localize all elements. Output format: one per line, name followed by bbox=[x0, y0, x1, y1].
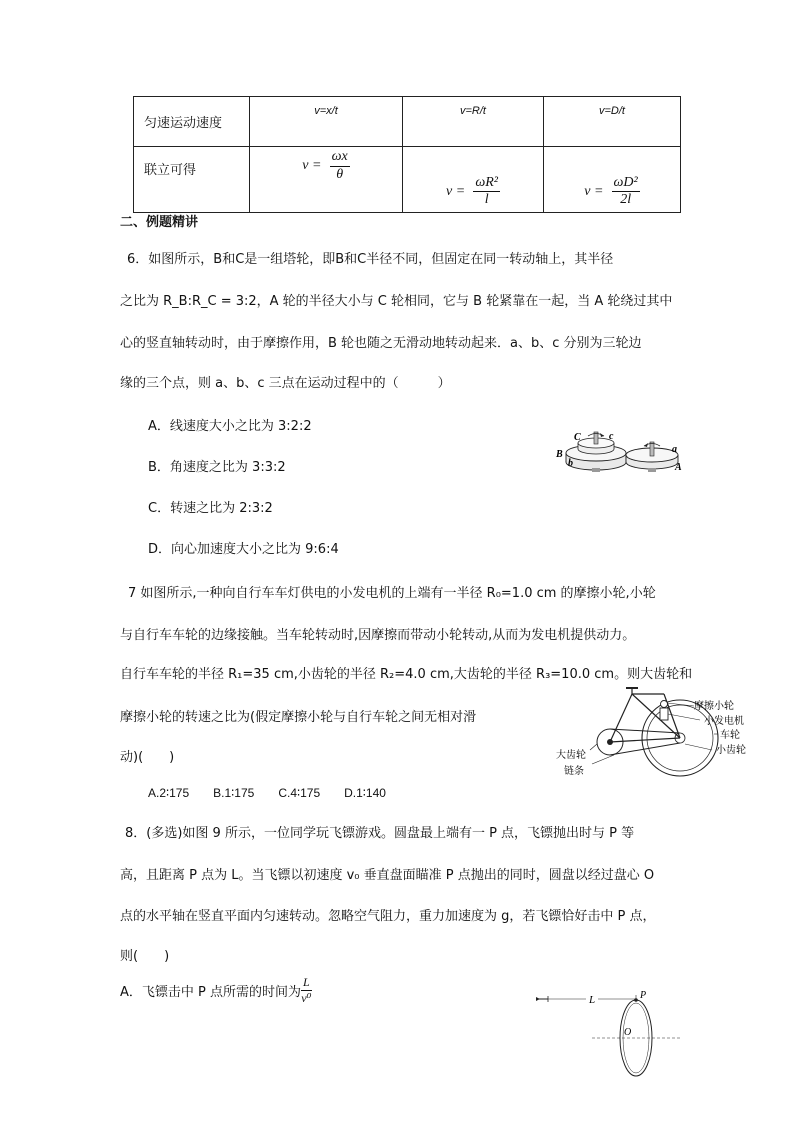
label-big-gear: 大齿轮 bbox=[556, 750, 586, 761]
q7-line-3: 自行车车轮的半径 R₁=35 cm,小齿轮的半径 R₂=4.0 cm,大齿轮的半径 R₃=10.0 cm。则大齿轮和 bbox=[120, 667, 693, 682]
q8-dart-disc-figure bbox=[532, 988, 682, 1084]
q8-option-a bbox=[120, 976, 312, 1004]
q7-line-4: 摩擦小轮的转速之比为(假定摩擦小轮与自行车轮之间无相对滑 bbox=[120, 710, 477, 725]
q7-options: A.2∶175 B.1∶175 C.4∶175 D.1∶140 bbox=[148, 786, 386, 800]
denominator: v⁰ bbox=[301, 990, 312, 1005]
fig-label-a: a bbox=[672, 444, 677, 455]
q7-line-5: 动)( ) bbox=[120, 750, 175, 765]
formula-cell: v=R/t bbox=[403, 97, 544, 147]
formula-lead: v = bbox=[446, 183, 466, 199]
fraction bbox=[330, 150, 350, 182]
fraction bbox=[612, 176, 640, 208]
numerator: L bbox=[303, 975, 310, 989]
table-row bbox=[134, 97, 681, 147]
formula-cell: v=x/t bbox=[250, 97, 403, 147]
fraction bbox=[473, 176, 500, 208]
numerator: ωR² bbox=[473, 176, 500, 193]
label-small-gear: 小齿轮 bbox=[716, 745, 746, 756]
denominator: 2l bbox=[620, 192, 632, 208]
q6-line-1: 6．如图所示，B和C是一组塔轮，即B和C半径不同，但固定在同一转动轴上，其半径 bbox=[127, 252, 614, 267]
row-label: 联立可得 bbox=[134, 147, 250, 213]
q6-option-d: D．向心加速度大小之比为 9:6:4 bbox=[148, 542, 339, 557]
fig-label-C: C bbox=[574, 432, 581, 443]
q7-bicycle-figure bbox=[552, 672, 784, 780]
q7-line-2: 与自行车车轮的边缘接触。当车轮转动时,因摩擦而带动小轮转动,从而为发电机提供动力。 bbox=[120, 628, 636, 643]
formula-cell bbox=[250, 147, 403, 213]
label-chain: 链条 bbox=[564, 766, 584, 777]
q8-line-4: 则( ) bbox=[120, 949, 170, 964]
fraction bbox=[301, 976, 312, 1004]
label-generator: 小发电机 bbox=[704, 716, 744, 727]
q8-line-1: 8．(多选)如图 9 所示，一位同学玩飞镖游戏。圆盘最上端有一 P 点，飞镖抛出时与 P 等 bbox=[125, 826, 635, 841]
q7-line-1: 7 如图所示,一种向自行车车灯供电的小发电机的上端有一半径 R₀=1.0 cm 的摩擦小轮,小轮 bbox=[128, 586, 656, 601]
q6-option-a: A．线速度大小之比为 3:2:2 bbox=[148, 419, 312, 434]
formula-cell bbox=[544, 147, 681, 213]
fig-label-B: B bbox=[556, 449, 563, 460]
q8-line-3: 点的水平轴在竖直平面内匀速转动。忽略空气阻力，重力加速度为 g，若飞镖恰好击中 P 点， bbox=[120, 909, 656, 924]
row-label: 匀速运动速度 bbox=[134, 97, 250, 147]
q6-line-2: 之比为 R_B:R_C = 3:2，A 轮的半径大小与 C 轮相同，它与 B 轮紧靠在一起，当 A 轮绕过其中 bbox=[120, 294, 673, 309]
numerator: ωx bbox=[330, 150, 350, 167]
fig-label-c: c bbox=[609, 431, 614, 442]
fig-label-O: O bbox=[624, 1027, 632, 1038]
q6-line-3: 心的竖直轴转动时，由于摩擦作用，B 轮也随之无滑动地转动起来．a、b、c 分别为三轮边 bbox=[120, 336, 642, 351]
formula-table bbox=[133, 96, 681, 213]
label-wheel: 车轮 bbox=[720, 730, 740, 741]
label-friction-wheel: 摩擦小轮 bbox=[694, 701, 734, 712]
denominator: θ bbox=[336, 166, 344, 182]
denominator: l bbox=[484, 192, 489, 208]
q6-option-c: C．转速之比为 2:3:2 bbox=[148, 501, 273, 516]
q8-option-a-text: A．飞镖击中 P 点所需的时间为 bbox=[120, 984, 301, 1000]
table-row bbox=[134, 147, 681, 213]
fig-label-P: P bbox=[640, 990, 647, 1001]
q6-option-b: B．角速度之比为 3:3:2 bbox=[148, 460, 286, 475]
formula-cell: v=D/t bbox=[544, 97, 681, 147]
fig-label-L: L bbox=[589, 994, 596, 1006]
fig-label-b: b bbox=[568, 458, 573, 469]
formula-lead: v = bbox=[302, 158, 322, 174]
q6-line-4: 缘的三个点，则 a、b、c 三点在运动过程中的（ ） bbox=[120, 376, 451, 391]
section-title: 二、例题精讲 bbox=[120, 215, 199, 230]
q8-line-2: 高，且距离 P 点为 L。当飞镖以初速度 v₀ 垂直盘面瞄准 P 点抛出的同时，圆盘以经过盘心 O bbox=[120, 868, 655, 883]
numerator: ωD² bbox=[612, 176, 640, 193]
q6-tower-wheel-figure bbox=[552, 420, 692, 482]
fig-label-A: A bbox=[675, 462, 682, 473]
formula-lead: v = bbox=[584, 183, 604, 199]
formula-cell bbox=[403, 147, 544, 213]
